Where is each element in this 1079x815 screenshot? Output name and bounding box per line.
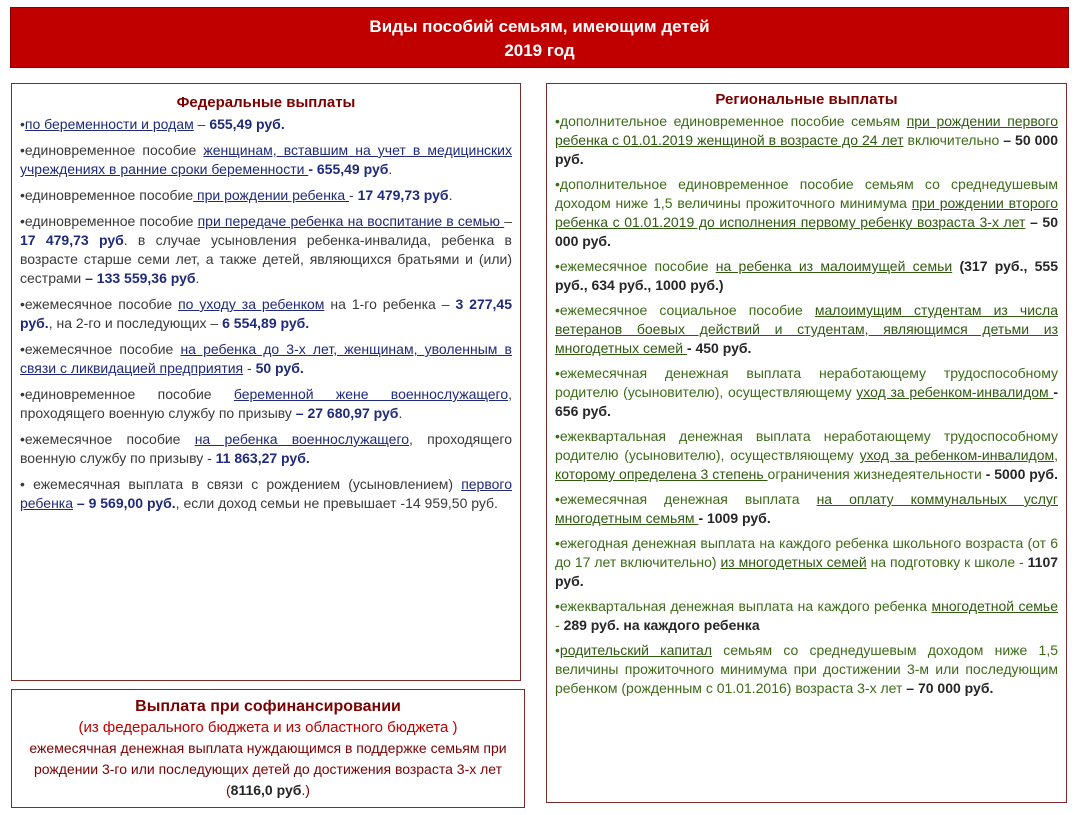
- federal-item: •ежемесячное пособие на ребенка до 3-х лет, женщинам, уволенным в связи с ликвидацией предприятия - 50 руб.: [20, 341, 512, 376]
- regional-item: •родительский капитал семьям со среднедушевым доходом ниже 1,5 величины прожиточного минимума при достижении 3-м или последующим ребенком (рожденным с 01.01.2016) возраста 3-х лет – 70 000 руб.: [555, 642, 1058, 696]
- regional-item: •ежегодная денежная выплата на каждого ребенка школьного возраста (от 6 до 17 лет включительно) из многодетных семей на подготовку к школе - 1107 руб.: [555, 535, 1059, 589]
- cofinancing-panel: [11, 689, 525, 808]
- federal-item: •ежемесячное пособие по уходу за ребенком на 1-го ребенка – 3 277,45 руб., на 2-го и последующих – 6 554,89 руб.: [20, 296, 512, 331]
- federal-item: •единовременное пособие беременной жене военнослужащего, проходящего военную службу по призыву – 27 680,97 руб.: [20, 386, 512, 421]
- regional-title: Региональные выплаты: [715, 91, 898, 108]
- regional-item: •ежемесячная денежная выплата на оплату коммунальных услуг многодетным семьям - 1009 руб.: [555, 491, 1058, 526]
- federal-item: •единовременное пособие женщинам, вставшим на учет в медицинских учреждениях в ранние сроки беременности - 655,49 руб.: [20, 142, 512, 177]
- header-title: Виды пособий семьям, имеющим детей: [369, 17, 710, 36]
- regional-item: •дополнительное единовременное пособие семьям со среднедушевым доходом ниже 1,5 величины прожиточного минимума при рождении второго ребенка с 01.01.2019 до исполнения первому ребенку возраста 3-х лет – 50 000 руб.: [555, 176, 1059, 249]
- federal-title: Федеральные выплаты: [176, 94, 356, 111]
- cofinancing-body: ежемесячная денежная выплата нуждающимся в поддержке семьям при рождении 3-го или последующих детей до достижения возраста 3-х лет (8116,0 руб.): [29, 740, 507, 798]
- federal-item: •по беременности и родам – 655,49 руб.: [20, 116, 285, 132]
- regional-item: •дополнительное единовременное пособие семьям при рождении первого ребенка с 01.01.2019 женщиной в возрасте до 24 лет включительно – 50 000 руб.: [555, 113, 1058, 167]
- federal-item: •единовременное пособие при рождении ребенка - 17 479,73 руб.: [20, 187, 453, 203]
- regional-item: •ежемесячное пособие на ребенка из малоимущей семьи (317 руб., 555 руб., 634 руб., 1000 руб.): [555, 258, 1058, 293]
- federal-item: •единовременное пособие при передаче ребенка на воспитание в семью – 17 479,73 руб. в случае усыновления ребенка-инвалида, ребенка в возрасте старше семи лет, а также детей, являющихся братьями и (или) сестрами – 133 559,36 руб.: [20, 213, 513, 286]
- regional-payments-panel: [546, 83, 1067, 803]
- cofinancing-subtitle: (из федерального бюджета и из областного бюджета ): [78, 719, 458, 736]
- header-year: 2019 год: [504, 41, 575, 60]
- federal-payments-panel: [11, 83, 521, 681]
- regional-item: •ежемесячная денежная выплата неработающему трудоспособному родителю (усыновителю), осуществляющему уход за ребенком-инвалидом - 656 руб.: [555, 365, 1059, 419]
- page-header: [10, 7, 1069, 68]
- federal-item: •ежемесячное пособие на ребенка военнослужащего, проходящего военную службу по призыву - 11 863,27 руб.: [20, 431, 512, 466]
- regional-item: •ежеквартальная денежная выплата на каждого ребенка многодетной семье - 289 руб. на каждого ребенка: [555, 598, 1059, 633]
- regional-item: •ежеквартальная денежная выплата неработающему трудоспособному родителю (усыновителю), осуществляющему уход за ребенком-инвалидом, которому определена 3 степень ограничения жизнедеятельности - 5000 руб.: [555, 428, 1059, 482]
- regional-item: •ежемесячное социальное пособие малоимущим студентам из числа ветеранов боевых действий и студентам, являющимся детьми из многодетных семей - 450 руб.: [555, 302, 1058, 356]
- federal-item: • ежемесячная выплата в связи с рождением (усыновлением) первого ребенка – 9 569,00 руб., если доход семьи не превышает -14 959,50 руб.: [20, 476, 512, 511]
- cofinancing-title: Выплата при софинансировании: [135, 698, 401, 715]
